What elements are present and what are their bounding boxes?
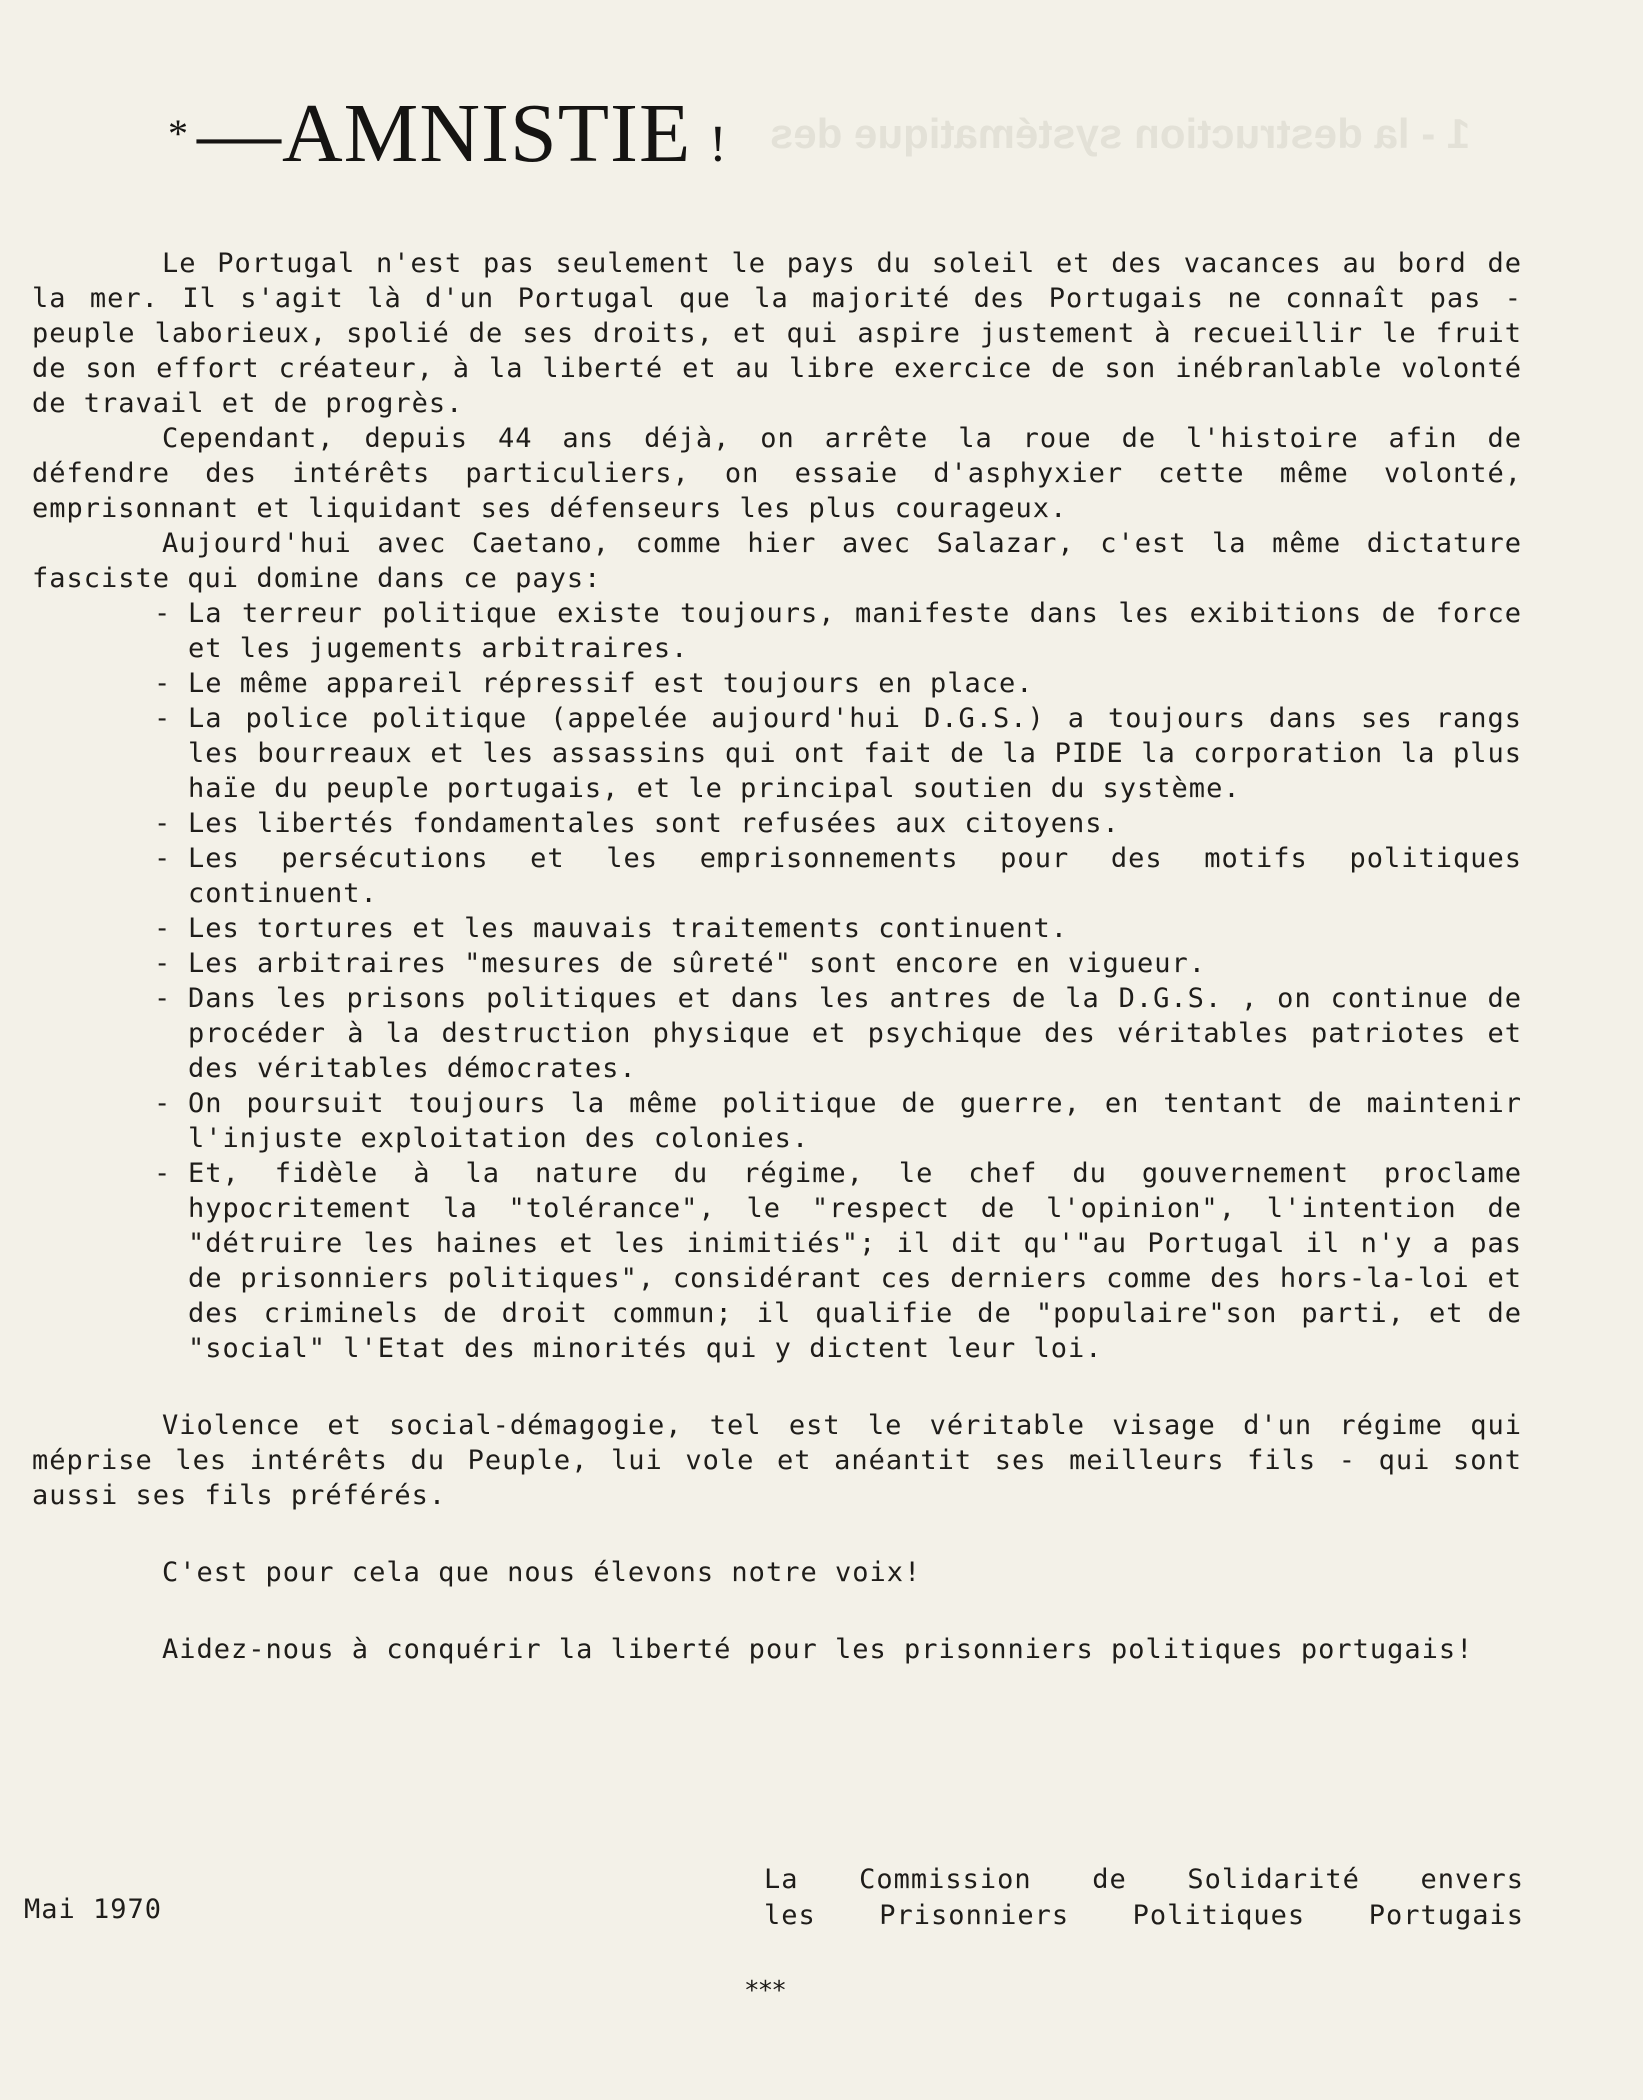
title-exclamation: !	[709, 116, 728, 173]
list-marker: -	[154, 1088, 172, 1119]
document-title	[168, 87, 728, 180]
grievance-item: - Les tortures et les mauvais traitements continuent.	[154, 913, 1069, 944]
grievance-item: - Les libertés fondamentales sont refusées aux citoyens.	[154, 808, 1120, 839]
closing-paragraph: Violence et social-démagogie, tel est le véritable visage d'un régime qui méprise les intérêts du Peuple, lui vole et anéantit ses meilleurs fils - qui sont aussi ses fils préférés.	[32, 1410, 1522, 1511]
title-dash: —	[197, 87, 282, 180]
grievance-item: - Et, fidèle à la nature du régime, le chef du gouvernement proclame hypocritement la "tolérance", le "respect de l'opinion", l'intention de "détruire les haines et les inimitiés"; il dit qu'"au Portugal il n'y a pas de prisonniers politiques", considérant ces derniers comme des hors-la-loi et des criminels de droit commun; il qualifie de "populaire"son parti, et de "social" l'Etat des minorités qui y dictent leur loi.	[154, 1158, 1522, 1364]
intro-paragraph: Aujourd'hui avec Caetano, comme hier avec Salazar, c'est la même dictature fasciste qui domine dans ce pays:	[32, 528, 1522, 594]
grievance-item: - On poursuit toujours la même politique de guerre, en tentant de maintenir l'injuste exploitation des colonies.	[154, 1088, 1522, 1154]
signature-line: La Commission de Solidarité envers	[764, 1864, 1524, 1895]
grievance-list	[32, 596, 1522, 1366]
list-marker: -	[154, 808, 172, 839]
signature-line: les Prisonniers Politiques Portugais	[764, 1900, 1524, 1931]
closing-paragraph: Aidez-nous à conquérir la liberté pour les prisonniers politiques portugais!	[162, 1634, 1474, 1665]
list-marker: -	[154, 843, 172, 874]
intro-paragraph: Cependant, depuis 44 ans déjà, on arrête la roue de l'histoire afin de défendre des intérêts particuliers, on essaie d'asphyxier cette même volonté, emprisonnant et liquidant ses défenseurs les plus courageux.	[32, 423, 1522, 524]
grievance-item: - Dans les prisons politiques et dans les antres de la D.G.S. , on continue de procéder à la destruction physique et psychique des véritables patriotes et des véritables démocrates.	[154, 983, 1522, 1084]
grievance-item: - Les persécutions et les emprisonnements pour des motifs politiques continuent.	[154, 843, 1522, 909]
closing-paragraph: C'est pour cela que nous élevons notre voix!	[162, 1557, 922, 1588]
end-mark: ***	[744, 1976, 785, 2006]
grievance-item: - La police politique (appelée aujourd'hui D.G.S.) a toujours dans ses rangs les bourreaux et les assassins qui ont fait de la PIDE la corporation la plus haïe du peuple portugais, et le principal soutien du système.	[154, 703, 1522, 804]
list-marker: -	[154, 913, 172, 944]
bleed-through-text: 1 - la destruction systématique des	[770, 110, 1471, 157]
signature-block	[764, 1862, 1524, 1934]
list-marker: -	[154, 668, 172, 699]
list-marker: -	[154, 948, 172, 979]
title-text: AMNISTIE	[282, 87, 692, 180]
grievance-item: - La terreur politique existe toujours, manifeste dans les exibitions de force et les jugements arbitraires.	[154, 598, 1522, 664]
grievance-item: - Le même appareil répressif est toujours en place.	[154, 668, 1034, 699]
intro-paragraph: Le Portugal n'est pas seulement le pays du soleil et des vacances au bord de la mer. Il s'agit là d'un Portugal que la majorité des Portugais ne connaît pas - peuple laborieux, spolié de ses droits, et qui aspire justement à recueillir le fruit de son effort créateur, à la liberté et au libre exercice de son inébranlable volonté de travail et de progrès.	[32, 248, 1522, 419]
list-marker: -	[154, 983, 172, 1014]
title-asterisk: *	[168, 111, 189, 156]
grievance-item: - Les arbitraires "mesures de sûreté" sont encore en vigueur.	[154, 948, 1207, 979]
list-marker: -	[154, 703, 172, 734]
document-body	[32, 246, 1522, 1667]
list-marker: -	[154, 598, 172, 629]
document-date: Mai 1970	[24, 1894, 163, 1925]
list-marker: -	[154, 1158, 172, 1189]
